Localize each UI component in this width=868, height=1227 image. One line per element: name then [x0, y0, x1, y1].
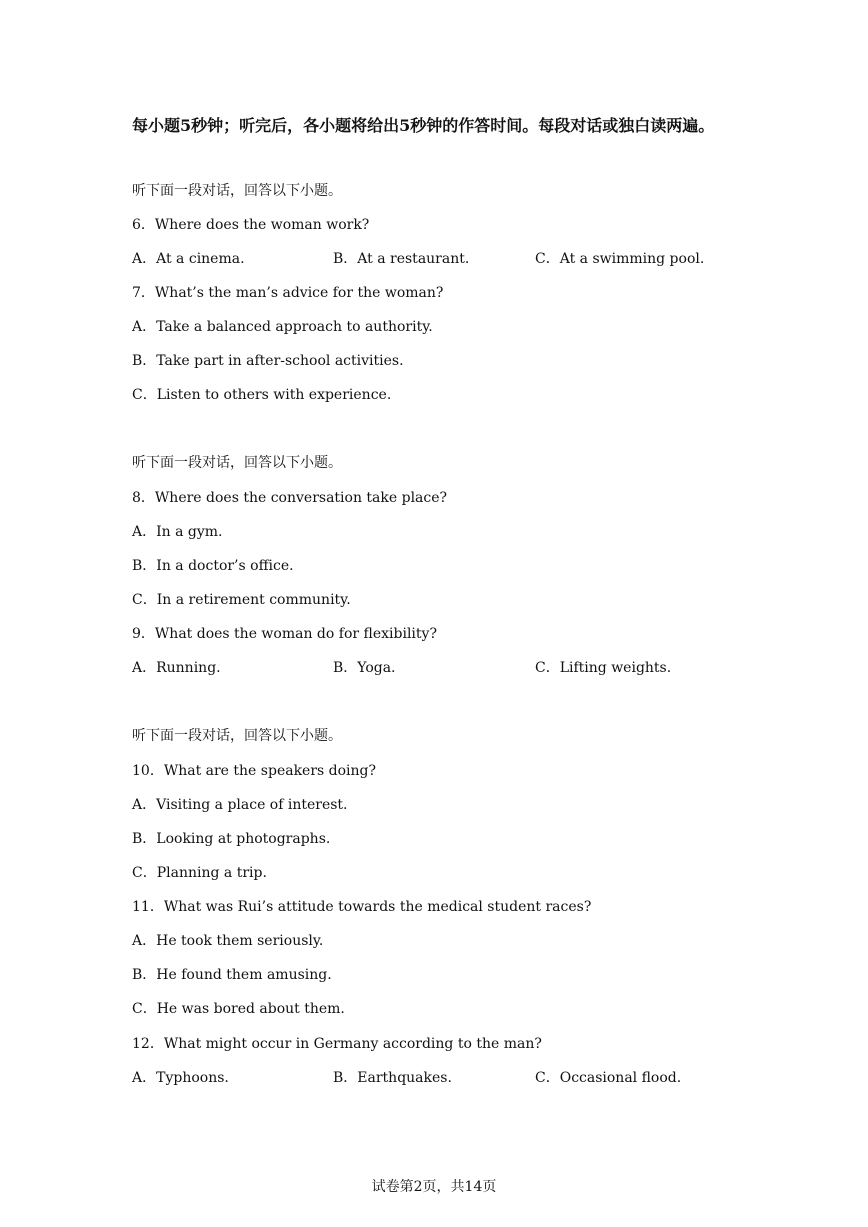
option-c: C．Occasional flood.: [535, 1070, 682, 1086]
option-a: A．At a cinema.: [132, 251, 245, 267]
option-a: A．Take a balanced approach to authority.: [132, 319, 433, 335]
option-c: C．At a swimming pool.: [535, 251, 705, 267]
section-instruction: 听下面一段对话，回答以下小题。: [132, 183, 342, 199]
option-b: B．At a restaurant.: [333, 251, 470, 267]
page-footer: 试卷第2页，共14页: [371, 1179, 497, 1195]
section-instruction: 听下面一段对话，回答以下小题。: [132, 728, 342, 744]
option-row: [132, 1068, 732, 1088]
option-row: [132, 658, 732, 678]
question-stem: 9．What does the woman do for flexibility?: [132, 626, 437, 642]
option-c: C．Listen to others with experience.: [132, 387, 392, 403]
option-b: B．Yoga.: [333, 660, 396, 676]
question-stem: 12．What might occur in Germany according to the man?: [132, 1036, 542, 1052]
option-row: [132, 249, 732, 269]
option-b: B．He found them amusing.: [132, 967, 332, 983]
option-a: A．He took them seriously.: [132, 933, 324, 949]
option-b: B．In a doctor’s office.: [132, 558, 294, 574]
option-a: A．Running.: [132, 660, 221, 676]
option-a: A．Typhoons.: [132, 1070, 229, 1086]
option-a: A．Visiting a place of interest.: [132, 797, 348, 813]
option-a: A．In a gym.: [132, 524, 223, 540]
section-instruction: 听下面一段对话，回答以下小题。: [132, 455, 342, 471]
option-c: C．In a retirement community.: [132, 592, 351, 608]
option-c: C．He was bored about them.: [132, 1001, 345, 1017]
section-intro: 每小题5秒钟；听完后，各小题将给出5秒钟的作答时间。每段对话或独白读两遍。: [132, 116, 715, 135]
option-b: B．Take part in after-school activities.: [132, 353, 404, 369]
question-stem: 6．Where does the woman work?: [132, 217, 370, 233]
option-b: B．Looking at photographs.: [132, 831, 331, 847]
question-stem: 10．What are the speakers doing?: [132, 763, 377, 779]
question-stem: 11．What was Rui’s attitude towards the medical student races?: [132, 899, 592, 915]
option-b: B．Earthquakes.: [333, 1070, 452, 1086]
question-stem: 7．What’s the man’s advice for the woman?: [132, 285, 444, 301]
option-c: C．Planning a trip.: [132, 865, 267, 881]
option-c: C．Lifting weights.: [535, 660, 672, 676]
question-stem: 8．Where does the conversation take place?: [132, 490, 448, 506]
